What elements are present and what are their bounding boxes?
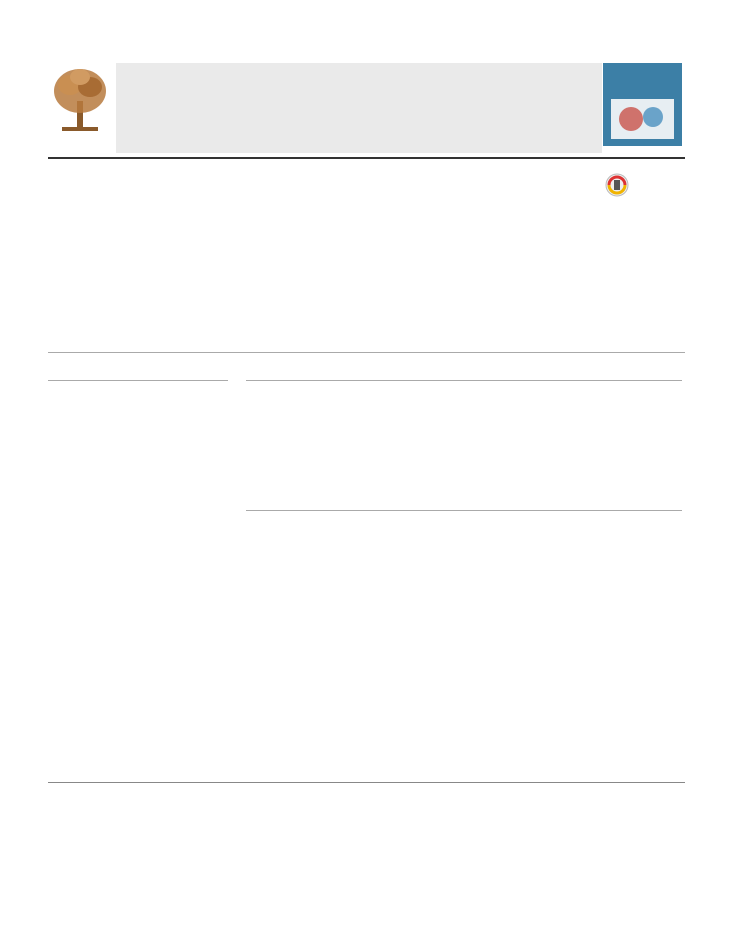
journal-header-box — [116, 63, 602, 153]
abstract-rule — [246, 380, 682, 381]
journal-cover-image[interactable] — [603, 63, 682, 146]
header-rule — [48, 157, 685, 159]
info-rule — [48, 380, 228, 381]
footnote-rule — [48, 782, 685, 783]
elsevier-tree-logo — [48, 63, 112, 153]
divider — [48, 352, 685, 353]
abstract-bottom-rule — [246, 510, 682, 511]
check-for-updates-badge[interactable] — [598, 172, 636, 208]
